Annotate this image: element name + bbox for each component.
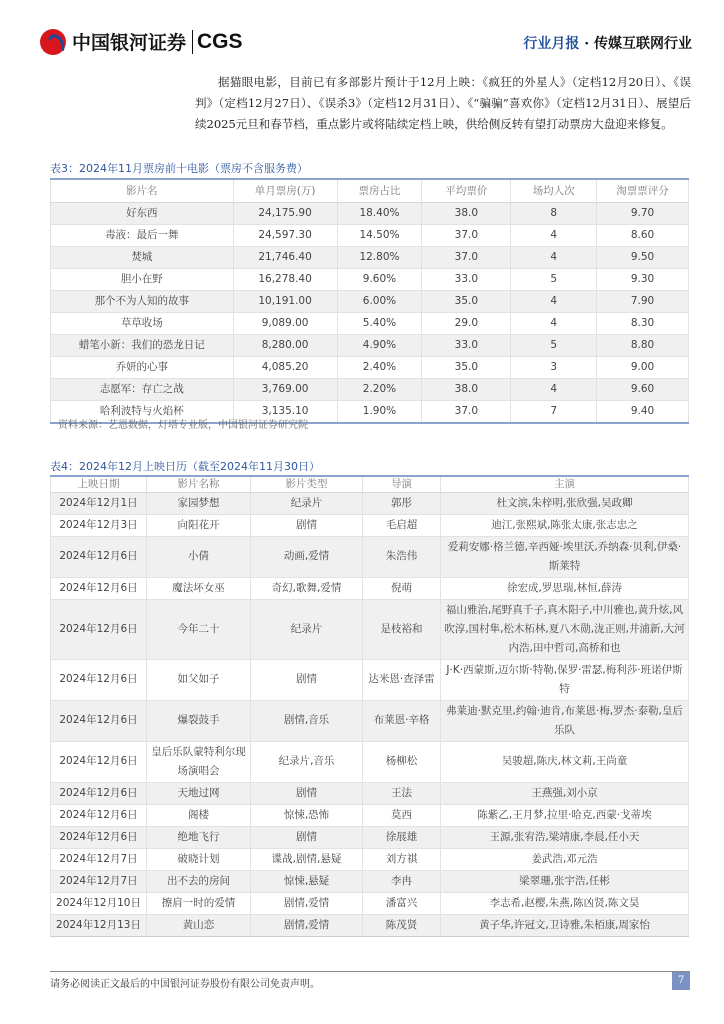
table-cell: 37.0 xyxy=(422,246,511,268)
table-row xyxy=(51,356,689,378)
table-cell: 胆小在野 xyxy=(51,268,234,290)
table-cell: 10,191.00 xyxy=(233,290,337,312)
table-cell: 刘方祺 xyxy=(363,848,441,870)
table-row xyxy=(51,492,689,514)
table-cell: 黄子华,许冠文,卫诗雅,朱栢康,周家怡 xyxy=(441,914,689,936)
table-cell: 2.40% xyxy=(337,356,422,378)
table-cell: 38.0 xyxy=(422,378,511,400)
table-row xyxy=(51,892,689,914)
table-cell: 黄山恋 xyxy=(147,914,251,936)
table-cell: 6.00% xyxy=(337,290,422,312)
table-cell: 是枝裕和 xyxy=(363,599,441,659)
footer-divider xyxy=(50,971,690,972)
brand-logo xyxy=(40,28,243,55)
table-row xyxy=(51,848,689,870)
table-cell: 21,746.40 xyxy=(233,246,337,268)
table-cell: 剧情,爱情 xyxy=(251,892,363,914)
table-cell: 绝地飞行 xyxy=(147,826,251,848)
table-cell: 潘富兴 xyxy=(363,892,441,914)
table-row xyxy=(51,514,689,536)
table-cell: 纪录片,音乐 xyxy=(251,741,363,782)
table-cell: 9.60 xyxy=(597,378,689,400)
table-row xyxy=(51,378,689,400)
table-cell: 朱浩伟 xyxy=(363,536,441,577)
body-paragraph: 据猫眼电影，目前已有多部影片预计于12月上映：《疯狂的外星人》（定档12月20日）、《误判》（定档12月27日）、《误杀3》（定档12月31日）、《“骗骗”喜欢你》（定档12月31日）、展望后续2025元旦和春节档，重点影片或将陆续定档上映，供给侧反转有望打动票房大盘迎来修复。 xyxy=(195,75,691,131)
table-cell: 乔妍的心事 xyxy=(51,356,234,378)
table-cell: 剧情 xyxy=(251,659,363,700)
table-cell: 2024年12月13日 xyxy=(51,914,147,936)
table-cell: 剧情,音乐 xyxy=(251,700,363,741)
table-cell: 9.50 xyxy=(597,246,689,268)
table-cell: 5.40% xyxy=(337,312,422,334)
table-row xyxy=(51,804,689,826)
table-cell: 家园梦想 xyxy=(147,492,251,514)
table-row xyxy=(51,224,689,246)
table-cell: 4 xyxy=(511,224,597,246)
column-header: 淘票票评分 xyxy=(597,179,689,202)
table-row xyxy=(51,577,689,599)
page-number: 7 xyxy=(672,972,690,990)
table-cell: 2024年12月6日 xyxy=(51,741,147,782)
table-cell: 9.30 xyxy=(597,268,689,290)
column-header: 导演 xyxy=(363,476,441,492)
table-cell: 徐宏成,罗思瑞,林恒,薛涛 xyxy=(441,577,689,599)
table-cell: 梁翠珊,张宇浩,任彬 xyxy=(441,870,689,892)
table-cell: 毛启超 xyxy=(363,514,441,536)
table-cell: 迪江,张熙斌,陈张太康,张志忠之 xyxy=(441,514,689,536)
table-cell: 5 xyxy=(511,268,597,290)
table-cell: 徐展雄 xyxy=(363,826,441,848)
table3-source: 资料来源：艺恩数据，灯塔专业版，中国银河证券研究院 xyxy=(58,420,308,431)
table-cell: 志愿军：存亡之战 xyxy=(51,378,234,400)
table-cell: 18.40% xyxy=(337,202,422,224)
table-cell: 焚城 xyxy=(51,246,234,268)
table-cell: 5 xyxy=(511,334,597,356)
brand-name-en: CGS xyxy=(192,30,243,54)
table-row xyxy=(51,659,689,700)
table-cell: 如父如子 xyxy=(147,659,251,700)
table-cell: 2024年12月6日 xyxy=(51,536,147,577)
table-cell: 剧情 xyxy=(251,826,363,848)
table-cell: 2024年12月6日 xyxy=(51,659,147,700)
table-row xyxy=(51,334,689,356)
table-cell: 12.80% xyxy=(337,246,422,268)
table-cell: 2024年12月7日 xyxy=(51,848,147,870)
industry-name: 传媒互联网行业 xyxy=(594,36,692,52)
table-cell: 魔法坏女巫 xyxy=(147,577,251,599)
table-row xyxy=(51,268,689,290)
table-cell: 杜文滨,朱梓明,张欣强,吴政卿 xyxy=(441,492,689,514)
table-row xyxy=(51,782,689,804)
table-cell: 弗莱迪·默克里,约翰·迪肯,布莱恩·梅,罗杰·泰勒,皇后乐队 xyxy=(441,700,689,741)
column-header: 上映日期 xyxy=(51,476,147,492)
table-cell: 9,089.00 xyxy=(233,312,337,334)
column-header: 影片类型 xyxy=(251,476,363,492)
table-cell: 4 xyxy=(511,378,597,400)
table-cell: 剧情,爱情 xyxy=(251,914,363,936)
table-cell: 爱莉安娜·格兰德,辛西娅·埃里沃,乔纳森·贝利,伊桑·斯莱特 xyxy=(441,536,689,577)
table-cell: 35.0 xyxy=(422,356,511,378)
table-cell: 4.90% xyxy=(337,334,422,356)
table-cell: 剧情 xyxy=(251,782,363,804)
header-separator: · xyxy=(584,36,590,52)
table-cell: 福山雅治,尾野真千子,真木阳子,中川雅也,黄升炫,风吹淳,国村隼,松木柘林,夏八木勋,泷正则,井浦新,大河内浩,田中哲司,高桥和也 xyxy=(441,599,689,659)
table-row xyxy=(51,246,689,268)
table-cell: 3 xyxy=(511,356,597,378)
table-cell: 蜡笔小新：我们的恐龙日记 xyxy=(51,334,234,356)
table-cell: 1.90% xyxy=(337,400,422,423)
table-cell: 7.90 xyxy=(597,290,689,312)
table-cell: 草草收场 xyxy=(51,312,234,334)
table-cell: 37.0 xyxy=(422,224,511,246)
table-cell: 8,280.00 xyxy=(233,334,337,356)
table-cell: 8.60 xyxy=(597,224,689,246)
table-cell: 爆裂鼓手 xyxy=(147,700,251,741)
table-cell: 16,278.40 xyxy=(233,268,337,290)
table-cell: 王法 xyxy=(363,782,441,804)
table-cell: 33.0 xyxy=(422,268,511,290)
table-cell: 3,769.00 xyxy=(233,378,337,400)
column-header: 单月票房(万) xyxy=(233,179,337,202)
table-cell: 莫西 xyxy=(363,804,441,826)
table-cell: 8 xyxy=(511,202,597,224)
table-cell: 皇后乐队蒙特利尔现场演唱会 xyxy=(147,741,251,782)
table-cell: 2.20% xyxy=(337,378,422,400)
table-cell: 9.40 xyxy=(597,400,689,423)
table-cell: 4 xyxy=(511,290,597,312)
table3-caption: 表3：2024年11月票房前十电影（票房不含服务费） xyxy=(50,162,308,175)
table-cell: 李志希,赵樱,朱燕,陈凶贤,陈文昊 xyxy=(441,892,689,914)
table-cell: 毒液：最后一舞 xyxy=(51,224,234,246)
table-cell: 38.0 xyxy=(422,202,511,224)
table-row xyxy=(51,700,689,741)
table-row xyxy=(51,870,689,892)
table4-caption: 表4：2024年12月上映日历（截至2024年11月30日） xyxy=(50,460,320,473)
table-cell: 4 xyxy=(511,246,597,268)
table-cell: 9.00 xyxy=(597,356,689,378)
table-row xyxy=(51,914,689,936)
table-cell: 4,085.20 xyxy=(233,356,337,378)
table-cell: 好东西 xyxy=(51,202,234,224)
table-cell: 24,175.90 xyxy=(233,202,337,224)
table-cell: 24,597.30 xyxy=(233,224,337,246)
table-cell: 那个不为人知的故事 xyxy=(51,290,234,312)
table-cell: 姜武浩,邓元浩 xyxy=(441,848,689,870)
table-cell: 9.70 xyxy=(597,202,689,224)
table-cell: 2024年12月1日 xyxy=(51,492,147,514)
table-row xyxy=(51,536,689,577)
table-cell: 2024年12月6日 xyxy=(51,599,147,659)
table-cell: 出不去的房间 xyxy=(147,870,251,892)
footer-disclaimer: 请务必阅读正文最后的中国银河证券股份有限公司免责声明。 xyxy=(50,979,320,990)
column-header: 影片名 xyxy=(51,179,234,202)
table-row xyxy=(51,202,689,224)
table-cell: 王源,张宥浩,梁靖康,李晨,任小天 xyxy=(441,826,689,848)
table-cell: 2024年12月10日 xyxy=(51,892,147,914)
column-header: 主演 xyxy=(441,476,689,492)
table-cell: 2024年12月6日 xyxy=(51,782,147,804)
table-cell: 3,135.10 xyxy=(233,400,337,423)
table-cell: 2024年12月6日 xyxy=(51,700,147,741)
table-row xyxy=(51,826,689,848)
table-cell: 擦肩一时的爱情 xyxy=(147,892,251,914)
table-cell: 小倩 xyxy=(147,536,251,577)
table-cell: 阁楼 xyxy=(147,804,251,826)
table-cell: 9.60% xyxy=(337,268,422,290)
table-cell: 陈茂贤 xyxy=(363,914,441,936)
table-cell: 37.0 xyxy=(422,400,511,423)
table-cell: 谍战,剧情,悬疑 xyxy=(251,848,363,870)
box-office-table xyxy=(50,178,689,424)
release-calendar-table xyxy=(50,475,689,937)
table-row xyxy=(51,290,689,312)
table-cell: 陈紫乙,王月梦,拉里·哈克,西蒙·戈蒂埃 xyxy=(441,804,689,826)
logo-icon xyxy=(40,29,66,55)
table-cell: 向阳花开 xyxy=(147,514,251,536)
table-row xyxy=(51,599,689,659)
table-cell: 纪录片 xyxy=(251,492,363,514)
table-cell: 破晓计划 xyxy=(147,848,251,870)
table-cell: 惊悚,恐怖 xyxy=(251,804,363,826)
table-row xyxy=(51,741,689,782)
table-cell: 2024年12月6日 xyxy=(51,804,147,826)
report-header xyxy=(523,33,692,53)
table-cell: 吴骏超,陈庆,林文莉,王尚童 xyxy=(441,741,689,782)
table-cell: 8.30 xyxy=(597,312,689,334)
table-cell: 33.0 xyxy=(422,334,511,356)
table-cell: 动画,爱情 xyxy=(251,536,363,577)
column-header: 场均人次 xyxy=(511,179,597,202)
table-cell: 杨柳松 xyxy=(363,741,441,782)
table-cell: 2024年12月3日 xyxy=(51,514,147,536)
table-cell: 郭彤 xyxy=(363,492,441,514)
table-cell: 李冉 xyxy=(363,870,441,892)
table-cell: 天地过网 xyxy=(147,782,251,804)
table-cell: 惊悚,悬疑 xyxy=(251,870,363,892)
report-type: 行业月报 xyxy=(523,36,580,52)
table-cell: 纪录片 xyxy=(251,599,363,659)
table-cell: 35.0 xyxy=(422,290,511,312)
table-cell: 14.50% xyxy=(337,224,422,246)
table-row xyxy=(51,312,689,334)
column-header: 影片名称 xyxy=(147,476,251,492)
table-cell: 今年二十 xyxy=(147,599,251,659)
table-cell: 2024年12月6日 xyxy=(51,826,147,848)
column-header: 票房占比 xyxy=(337,179,422,202)
table-cell: 达米恩·查泽雷 xyxy=(363,659,441,700)
table-cell: 倪萌 xyxy=(363,577,441,599)
table-cell: 8.80 xyxy=(597,334,689,356)
table-cell: 王燕强,刘小京 xyxy=(441,782,689,804)
table-cell: 29.0 xyxy=(422,312,511,334)
column-header: 平均票价 xyxy=(422,179,511,202)
table-cell: 奇幻,歌舞,爱情 xyxy=(251,577,363,599)
table-cell: 哈利波特与火焰杯 xyxy=(51,400,234,423)
table-cell: 布莱恩·辛格 xyxy=(363,700,441,741)
brand-name: 中国银河证券 xyxy=(72,32,187,54)
table-cell: 2024年12月6日 xyxy=(51,577,147,599)
table-cell: 7 xyxy=(511,400,597,423)
table-cell: 4 xyxy=(511,312,597,334)
table-cell: J·K·西蒙斯,迈尔斯·特勒,保罗·雷瑟,梅利莎·班诺伊斯特 xyxy=(441,659,689,700)
table-cell: 2024年12月7日 xyxy=(51,870,147,892)
table-cell: 剧情 xyxy=(251,514,363,536)
